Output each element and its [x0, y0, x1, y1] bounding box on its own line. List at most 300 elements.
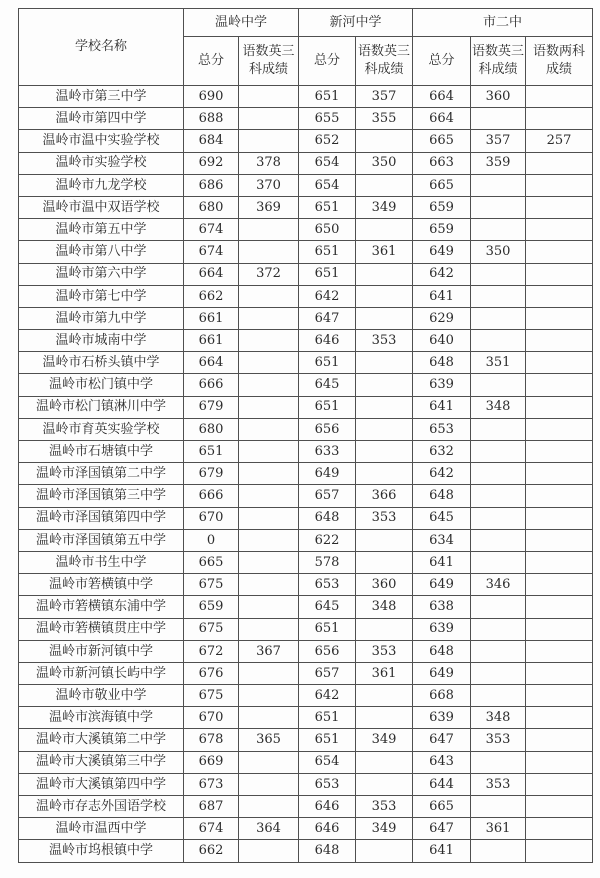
score-cell	[526, 285, 593, 307]
score-cell	[239, 507, 299, 529]
score-cell	[471, 219, 526, 241]
score-cell	[239, 596, 299, 618]
score-cell	[239, 330, 299, 352]
score-cell	[471, 174, 526, 196]
score-cell: 687	[184, 796, 239, 818]
table-row	[19, 152, 593, 174]
table-row	[19, 441, 593, 463]
score-cell: 651	[299, 263, 356, 285]
school-name-cell: 温岭市敬业中学	[19, 685, 184, 707]
school-name-cell: 温岭市书生中学	[19, 551, 184, 573]
score-cell	[471, 441, 526, 463]
score-cell: 642	[299, 285, 356, 307]
table-row	[19, 707, 593, 729]
score-cell: 361	[471, 818, 526, 840]
score-cell: 641	[413, 551, 471, 573]
score-cell: 651	[299, 352, 356, 374]
school-name-cell: 温岭市实验学校	[19, 152, 184, 174]
score-cell	[526, 751, 593, 773]
score-cell	[471, 551, 526, 573]
score-cell	[471, 263, 526, 285]
score-cell	[471, 507, 526, 529]
score-cell	[239, 463, 299, 485]
school-name-cell: 温岭市大溪镇第二中学	[19, 729, 184, 751]
score-cell	[526, 374, 593, 396]
score-cell: 668	[413, 685, 471, 707]
score-cell	[526, 662, 593, 684]
score-cell: 675	[184, 685, 239, 707]
score-cell	[239, 707, 299, 729]
school-name-cell: 温岭市石桥头镇中学	[19, 352, 184, 374]
table-header	[19, 9, 593, 86]
score-cell: 665	[413, 174, 471, 196]
score-cell: 0	[184, 529, 239, 551]
score-cell: 674	[184, 241, 239, 263]
score-cell: 257	[526, 130, 593, 152]
score-cell: 366	[356, 485, 413, 507]
score-cell	[471, 418, 526, 440]
score-cell: 642	[299, 685, 356, 707]
score-cell: 640	[413, 330, 471, 352]
score-cell: 670	[184, 707, 239, 729]
school-name-cell: 温岭市第七中学	[19, 285, 184, 307]
table-row	[19, 640, 593, 662]
score-cell: 674	[184, 219, 239, 241]
score-cell	[356, 374, 413, 396]
score-cell	[526, 485, 593, 507]
score-cell: 353	[471, 729, 526, 751]
school-name-cell: 温岭市松门镇淋川中学	[19, 396, 184, 418]
score-cell: 346	[471, 574, 526, 596]
score-cell: 646	[299, 330, 356, 352]
score-cell: 655	[299, 108, 356, 130]
score-cell: 639	[413, 618, 471, 640]
score-cell: 664	[413, 108, 471, 130]
score-cell	[239, 219, 299, 241]
score-cell	[239, 773, 299, 795]
score-cell: 672	[184, 640, 239, 662]
score-cell	[526, 330, 593, 352]
score-cell	[356, 707, 413, 729]
score-cell	[471, 596, 526, 618]
score-cell	[239, 352, 299, 374]
score-cell: 360	[356, 574, 413, 596]
score-cell: 649	[413, 574, 471, 596]
table-body	[19, 86, 593, 863]
score-cell	[356, 285, 413, 307]
score-cell	[526, 441, 593, 463]
score-cell	[526, 196, 593, 218]
score-cell: 692	[184, 152, 239, 174]
score-cell: 659	[413, 219, 471, 241]
table-row	[19, 374, 593, 396]
score-cell	[526, 818, 593, 840]
score-cell: 684	[184, 130, 239, 152]
school-name-cell: 温岭市第四中学	[19, 108, 184, 130]
score-cell: 648	[299, 840, 356, 863]
score-cell: 652	[299, 130, 356, 152]
score-cell: 670	[184, 507, 239, 529]
subheader-shierzhong-total: 总分	[413, 37, 471, 86]
score-cell: 634	[413, 529, 471, 551]
table-row	[19, 352, 593, 374]
score-cell: 659	[413, 196, 471, 218]
school-name-cell: 温岭市九龙学校	[19, 174, 184, 196]
score-cell: 676	[184, 662, 239, 684]
score-cell: 357	[356, 86, 413, 108]
score-cell: 645	[413, 507, 471, 529]
score-cell: 654	[299, 152, 356, 174]
score-cell	[239, 618, 299, 640]
score-cell: 653	[413, 418, 471, 440]
score-cell	[356, 174, 413, 196]
score-cell: 639	[413, 707, 471, 729]
score-cell	[526, 840, 593, 863]
score-cell: 651	[299, 729, 356, 751]
school-name-cell: 温岭市坞根镇中学	[19, 840, 184, 863]
score-cell: 678	[184, 729, 239, 751]
table-row	[19, 307, 593, 329]
group-header-wenling: 温岭中学	[184, 9, 299, 37]
school-name-cell: 温岭市泽国镇第二中学	[19, 463, 184, 485]
score-cell	[471, 285, 526, 307]
score-cell: 665	[413, 130, 471, 152]
score-cell: 348	[471, 707, 526, 729]
score-cell: 665	[413, 796, 471, 818]
table-row	[19, 130, 593, 152]
table-row	[19, 219, 593, 241]
score-cell: 641	[413, 840, 471, 863]
score-cell: 651	[299, 86, 356, 108]
table-row	[19, 418, 593, 440]
school-name-cell: 温岭市第五中学	[19, 219, 184, 241]
score-cell: 646	[299, 796, 356, 818]
score-cell: 679	[184, 396, 239, 418]
table-row	[19, 574, 593, 596]
school-name-cell: 温岭市第八中学	[19, 241, 184, 263]
score-cell	[239, 108, 299, 130]
score-cell	[356, 529, 413, 551]
score-cell: 651	[184, 441, 239, 463]
score-cell: 649	[299, 463, 356, 485]
score-cell	[526, 773, 593, 795]
score-cell	[239, 285, 299, 307]
score-cell: 654	[299, 751, 356, 773]
table-row	[19, 840, 593, 863]
subheader-shierzhong-three-subjects: 语数英三科成绩	[471, 37, 526, 86]
school-name-cell: 温岭市箬横镇中学	[19, 574, 184, 596]
score-cell	[471, 640, 526, 662]
subheader-wenling-total: 总分	[184, 37, 239, 86]
score-cell	[526, 507, 593, 529]
score-cell: 661	[184, 330, 239, 352]
score-cell: 665	[184, 551, 239, 573]
table-row	[19, 818, 593, 840]
score-cell	[471, 485, 526, 507]
score-cell: 648	[413, 485, 471, 507]
score-cell: 666	[184, 374, 239, 396]
school-name-cell: 温岭市泽国镇第四中学	[19, 507, 184, 529]
table-row	[19, 196, 593, 218]
score-cell	[526, 685, 593, 707]
score-cell	[239, 374, 299, 396]
table-row	[19, 241, 593, 263]
score-cell: 361	[356, 241, 413, 263]
score-cell	[526, 307, 593, 329]
score-cell: 647	[299, 307, 356, 329]
score-cell	[471, 796, 526, 818]
score-cell	[526, 551, 593, 573]
score-cell	[239, 796, 299, 818]
table-row	[19, 551, 593, 573]
score-cell: 675	[184, 618, 239, 640]
table-row	[19, 507, 593, 529]
table-row	[19, 596, 593, 618]
score-cell: 686	[184, 174, 239, 196]
score-cell	[356, 685, 413, 707]
school-name-cell: 温岭市新河镇长屿中学	[19, 662, 184, 684]
score-cell: 647	[413, 818, 471, 840]
score-cell: 663	[413, 152, 471, 174]
score-cell	[471, 307, 526, 329]
school-name-cell: 温岭市温中实验学校	[19, 130, 184, 152]
score-cell	[526, 574, 593, 596]
table-row	[19, 285, 593, 307]
score-cell	[239, 662, 299, 684]
score-cell	[239, 86, 299, 108]
score-cell: 649	[413, 662, 471, 684]
score-cell	[239, 241, 299, 263]
school-name-cell: 温岭市新河镇中学	[19, 640, 184, 662]
table-row	[19, 618, 593, 640]
score-cell	[356, 618, 413, 640]
score-cell	[239, 574, 299, 596]
table-row	[19, 796, 593, 818]
score-cell	[356, 773, 413, 795]
score-cell: 659	[184, 596, 239, 618]
score-cell	[526, 796, 593, 818]
score-cell	[471, 330, 526, 352]
score-cell	[239, 551, 299, 573]
score-cell	[239, 529, 299, 551]
score-cell: 688	[184, 108, 239, 130]
score-cell: 348	[356, 596, 413, 618]
score-cell: 639	[413, 374, 471, 396]
score-cell	[471, 196, 526, 218]
school-name-cell: 温岭市第六中学	[19, 263, 184, 285]
score-cell: 629	[413, 307, 471, 329]
school-name-cell: 温岭市泽国镇第五中学	[19, 529, 184, 551]
score-cell: 654	[299, 174, 356, 196]
table-row	[19, 662, 593, 684]
score-cell	[239, 485, 299, 507]
score-cell	[471, 751, 526, 773]
score-cell	[526, 263, 593, 285]
school-name-header: 学校名称	[19, 9, 184, 86]
score-cell: 378	[239, 152, 299, 174]
score-cell: 353	[356, 796, 413, 818]
score-cell: 360	[471, 86, 526, 108]
table-row	[19, 463, 593, 485]
score-cell: 643	[413, 751, 471, 773]
score-cell	[239, 751, 299, 773]
score-cell: 349	[356, 818, 413, 840]
table-row	[19, 330, 593, 352]
score-cell	[471, 463, 526, 485]
school-name-cell: 温岭市大溪镇第三中学	[19, 751, 184, 773]
school-name-cell: 温岭市第三中学	[19, 86, 184, 108]
score-cell: 656	[299, 418, 356, 440]
score-cell	[471, 618, 526, 640]
score-cell: 353	[356, 640, 413, 662]
score-cell	[471, 685, 526, 707]
score-cell	[526, 707, 593, 729]
school-name-cell: 温岭市滨海镇中学	[19, 707, 184, 729]
score-cell: 680	[184, 418, 239, 440]
score-cell: 633	[299, 441, 356, 463]
score-cell: 367	[239, 640, 299, 662]
school-name-cell: 温岭市第九中学	[19, 307, 184, 329]
score-cell: 638	[413, 596, 471, 618]
score-cell	[526, 86, 593, 108]
score-cell: 662	[184, 285, 239, 307]
score-cell	[471, 374, 526, 396]
score-cell	[526, 729, 593, 751]
score-cell: 669	[184, 751, 239, 773]
score-cell: 650	[299, 219, 356, 241]
score-cell	[356, 840, 413, 863]
score-cell: 657	[299, 662, 356, 684]
score-cell: 656	[299, 640, 356, 662]
table-row	[19, 86, 593, 108]
score-cell	[471, 840, 526, 863]
score-cell: 664	[184, 352, 239, 374]
score-cell: 645	[299, 596, 356, 618]
score-cell: 679	[184, 463, 239, 485]
score-cell	[356, 130, 413, 152]
score-cell: 353	[356, 330, 413, 352]
score-cell	[526, 174, 593, 196]
score-cell	[526, 596, 593, 618]
score-cell: 357	[471, 130, 526, 152]
score-cell	[526, 618, 593, 640]
score-cell: 653	[299, 574, 356, 596]
score-cell	[356, 219, 413, 241]
score-cell: 632	[413, 441, 471, 463]
score-cell: 353	[471, 773, 526, 795]
score-cell: 657	[299, 485, 356, 507]
score-cell: 641	[413, 396, 471, 418]
score-cell: 651	[299, 618, 356, 640]
score-cell: 651	[299, 396, 356, 418]
header-group-row	[19, 9, 593, 37]
subheader-xinhe-total: 总分	[299, 37, 356, 86]
score-cell: 662	[184, 840, 239, 863]
score-cell	[356, 463, 413, 485]
score-cell	[526, 418, 593, 440]
score-cell	[356, 441, 413, 463]
score-cell	[356, 307, 413, 329]
score-cell: 642	[413, 263, 471, 285]
score-cell	[239, 307, 299, 329]
score-cell: 646	[299, 818, 356, 840]
score-cell: 680	[184, 196, 239, 218]
score-cell: 349	[356, 729, 413, 751]
score-cell	[239, 441, 299, 463]
subheader-wenling-three-subjects: 语数英三科成绩	[239, 37, 299, 86]
score-cell: 372	[239, 263, 299, 285]
table-row	[19, 263, 593, 285]
score-cell: 642	[413, 463, 471, 485]
school-name-cell: 温岭市箬横镇贯庄中学	[19, 618, 184, 640]
score-cell	[526, 152, 593, 174]
group-header-xinhe: 新河中学	[299, 9, 413, 37]
score-cell	[471, 529, 526, 551]
score-cell: 622	[299, 529, 356, 551]
score-cell	[239, 418, 299, 440]
score-cell	[356, 418, 413, 440]
score-cell	[526, 241, 593, 263]
score-cell: 664	[184, 263, 239, 285]
score-cell	[526, 219, 593, 241]
score-cell: 648	[413, 640, 471, 662]
score-cell	[356, 396, 413, 418]
score-cell	[471, 108, 526, 130]
admission-score-table	[18, 8, 593, 863]
score-cell	[239, 396, 299, 418]
score-cell: 651	[299, 707, 356, 729]
score-cell	[239, 840, 299, 863]
score-cell: 661	[184, 307, 239, 329]
subheader-xinhe-three-subjects: 语数英三科成绩	[356, 37, 413, 86]
school-name-cell: 温岭市泽国镇第三中学	[19, 485, 184, 507]
score-cell: 648	[299, 507, 356, 529]
score-cell: 353	[356, 507, 413, 529]
school-name-cell: 温岭市大溪镇第四中学	[19, 773, 184, 795]
score-cell: 351	[471, 352, 526, 374]
score-cell: 664	[413, 86, 471, 108]
score-cell	[356, 751, 413, 773]
score-cell: 578	[299, 551, 356, 573]
score-cell: 361	[356, 662, 413, 684]
score-cell	[471, 662, 526, 684]
table-row	[19, 751, 593, 773]
table-row	[19, 529, 593, 551]
score-cell: 348	[471, 396, 526, 418]
score-cell: 369	[239, 196, 299, 218]
score-cell: 350	[471, 241, 526, 263]
group-header-shierzhong: 市二中	[413, 9, 593, 37]
score-cell	[526, 529, 593, 551]
score-cell	[526, 640, 593, 662]
score-cell	[356, 352, 413, 374]
score-cell: 359	[471, 152, 526, 174]
table-row	[19, 685, 593, 707]
score-cell	[356, 263, 413, 285]
score-cell: 673	[184, 773, 239, 795]
score-cell: 674	[184, 818, 239, 840]
score-cell: 651	[299, 241, 356, 263]
school-name-cell: 温岭市育英实验学校	[19, 418, 184, 440]
table-row	[19, 485, 593, 507]
school-name-cell: 温岭市箬横镇东浦中学	[19, 596, 184, 618]
score-cell: 649	[413, 241, 471, 263]
table-row	[19, 773, 593, 795]
table-row	[19, 174, 593, 196]
score-cell: 365	[239, 729, 299, 751]
score-cell: 690	[184, 86, 239, 108]
score-cell: 666	[184, 485, 239, 507]
